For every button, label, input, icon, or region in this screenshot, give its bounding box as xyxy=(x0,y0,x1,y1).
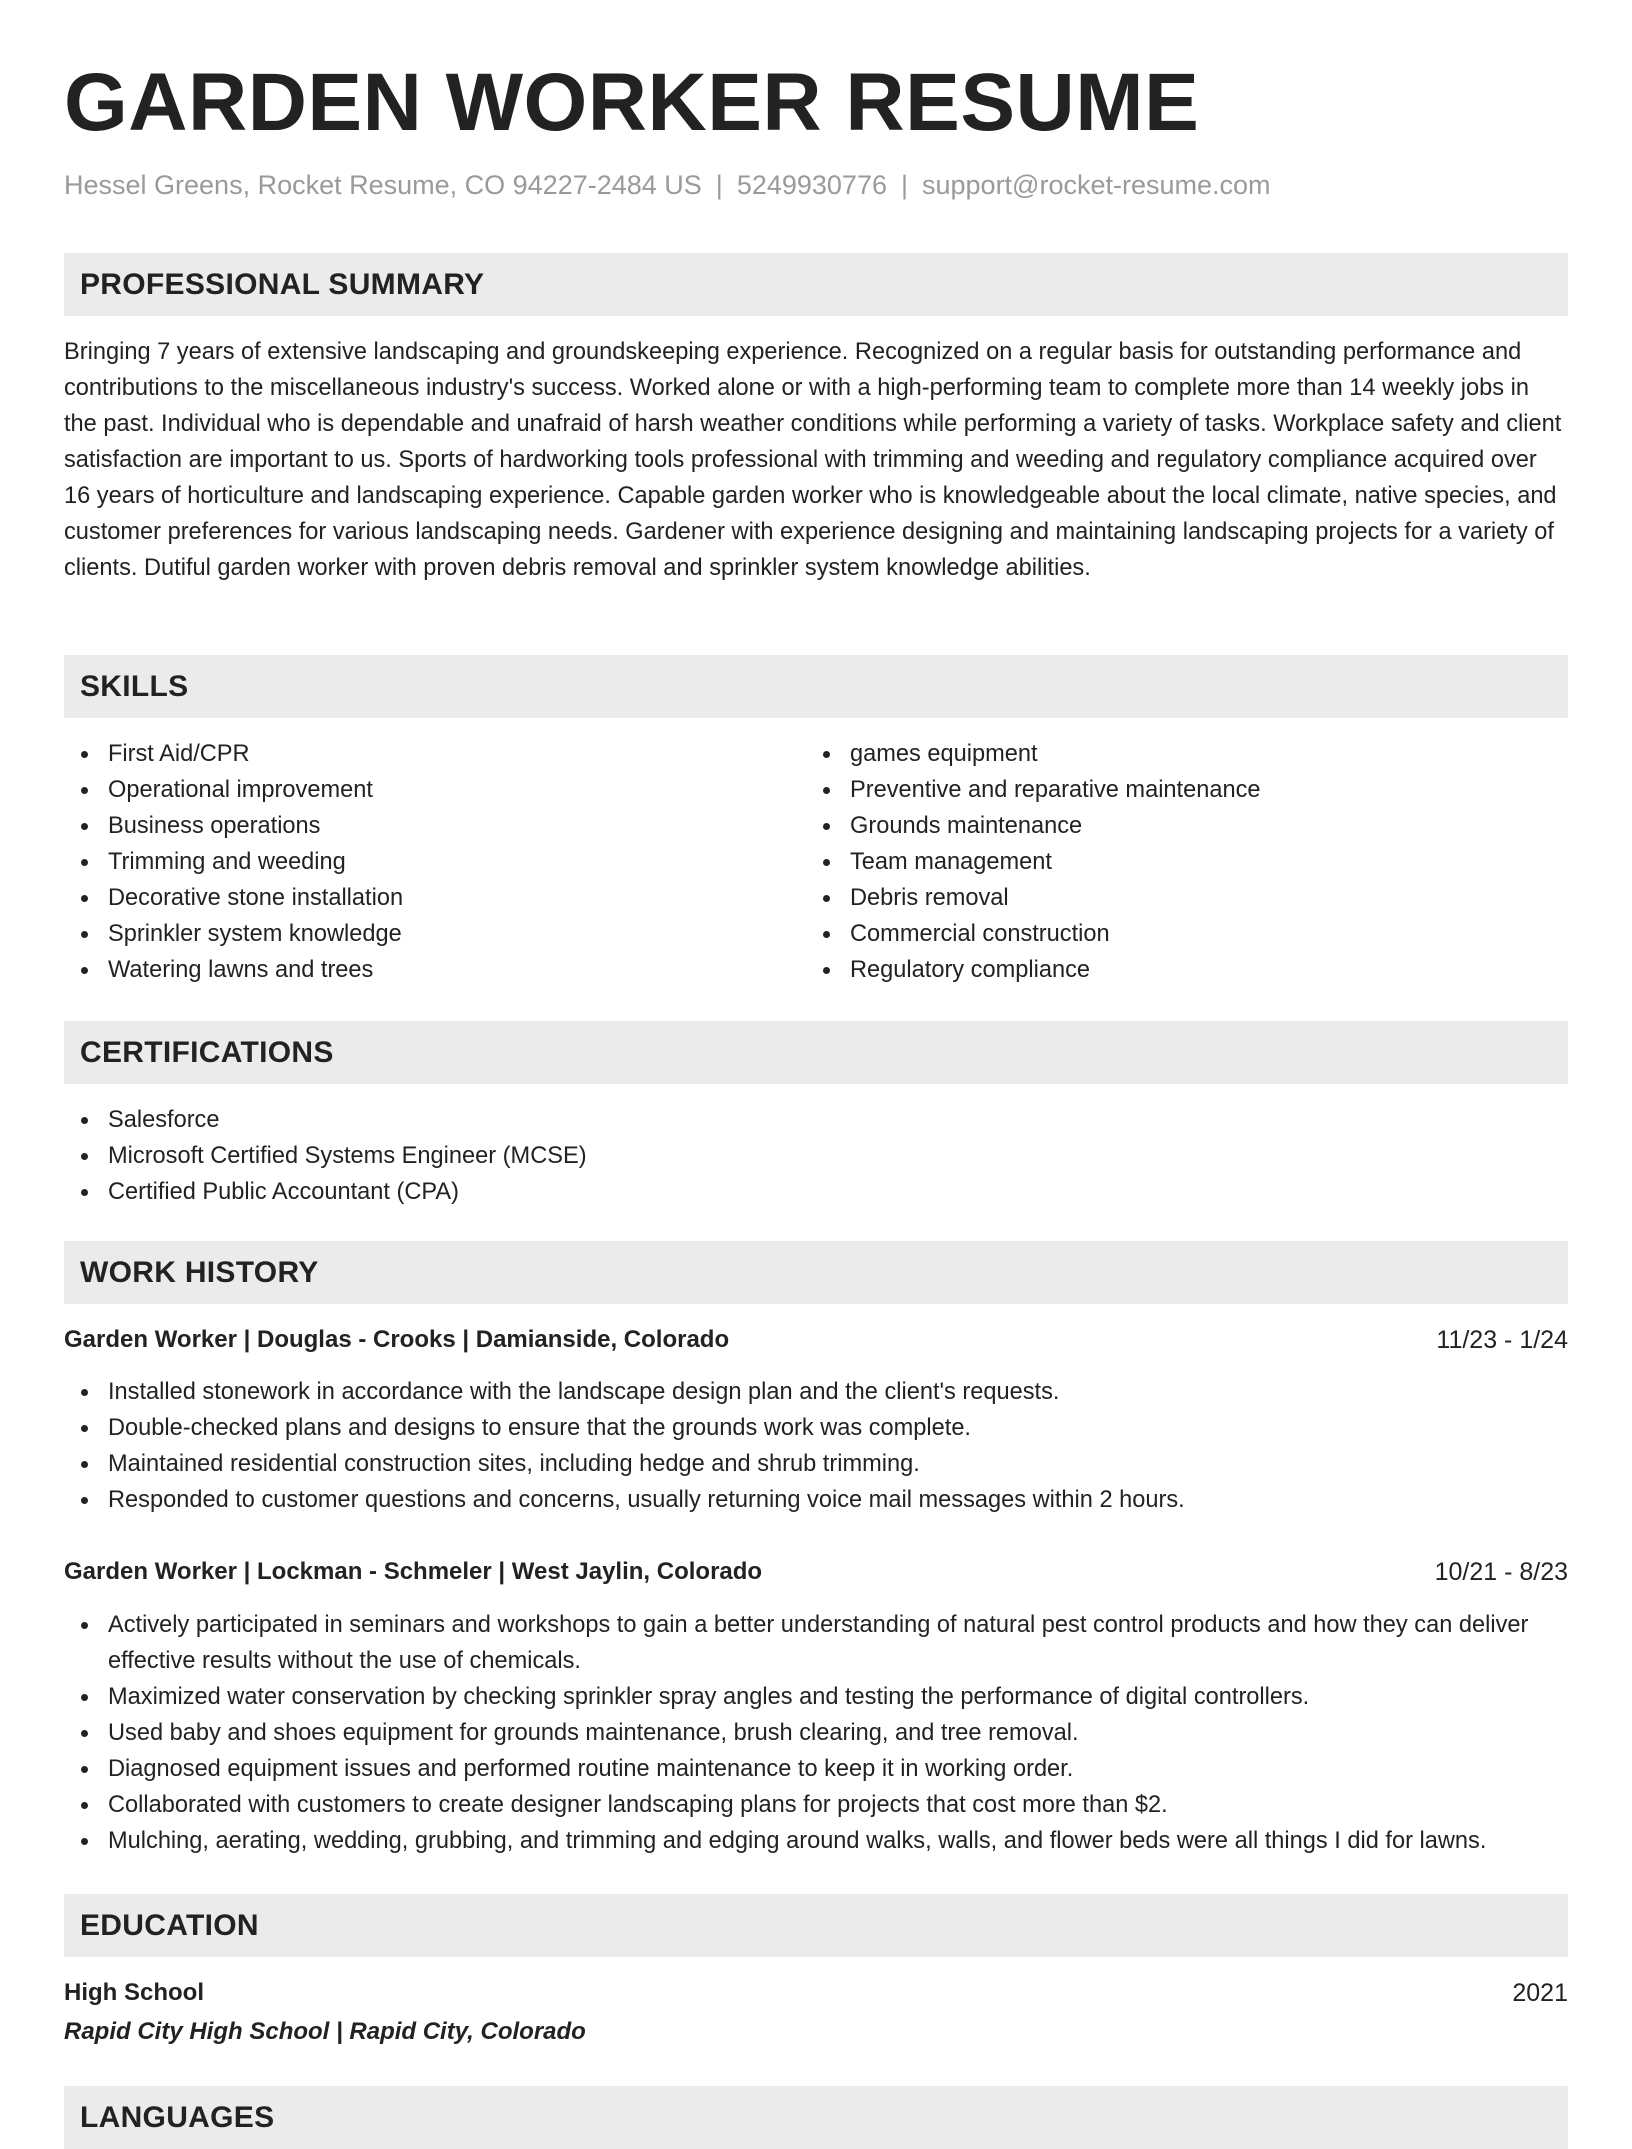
education-header xyxy=(64,1975,1568,2011)
section-heading-languages: LANGUAGES xyxy=(64,2086,1568,2149)
job-bullet: Responded to customer questions and concerns, usually returning voice mail messages within 2 hours. xyxy=(64,1482,1568,1518)
job-bullet: Double-checked plans and designs to ensure that the grounds work was complete. xyxy=(64,1410,1568,1446)
certification-item: Salesforce xyxy=(64,1102,1568,1138)
contact-separator: | xyxy=(715,170,723,200)
skills-list-left xyxy=(64,736,764,988)
job-bullet: Maintained residential construction sites, including hedge and shrub trimming. xyxy=(64,1446,1568,1482)
skill-item: Business operations xyxy=(64,808,764,844)
contact-separator: | xyxy=(900,170,908,200)
contact-phone: 5249930776 xyxy=(736,170,887,200)
summary-text: Bringing 7 years of extensive landscaping and groundskeeping experience. Recognized on a regular basis for outstanding performance and contributions to the miscellaneous industry's success. Worked alone or with a high-performing team to complete more than 14 weekly jobs in the past. Individual who is dependable and unafraid of harsh weather conditions while performing a variety of tasks. Workplace safety and client satisfaction are important to us. Sports of hardworking tools professional with trimming and weeding and regulatory compliance acquired over 16 years of horticulture and landscaping experience. Capable garden worker who is knowledgeable about the local climate, native species, and customer preferences for various landscaping needs. Gardener with experience designing and maintaining landscaping projects for a variety of clients. Dutiful garden worker with proven debris removal and sprinkler system knowledge abilities. xyxy=(64,339,1562,581)
job-dates: 10/21 - 8/23 xyxy=(1434,1558,1568,1586)
skill-item: Debris removal xyxy=(806,880,1506,916)
certification-item: Microsoft Certified Systems Engineer (MCSE) xyxy=(64,1138,1568,1174)
education-degree: High School xyxy=(64,1979,204,2006)
job-bullet: Collaborated with customers to create designer landscaping plans for projects that cost more than $2. xyxy=(64,1787,1568,1823)
skill-item: Watering lawns and trees xyxy=(64,952,764,988)
skill-item: games equipment xyxy=(806,736,1506,772)
job-title: Garden Worker | Douglas - Crooks | Damianside, Colorado xyxy=(64,1326,730,1353)
job-bullet: Diagnosed equipment issues and performed routine maintenance to keep it in working order. xyxy=(64,1751,1568,1787)
contact-address: Hessel Greens, Rocket Resume, CO 94227-2484 US xyxy=(64,170,702,200)
skill-item: Decorative stone installation xyxy=(64,880,764,916)
skill-item: Grounds maintenance xyxy=(806,808,1506,844)
job-title: Garden Worker | Lockman - Schmeler | West Jaylin, Colorado xyxy=(64,1558,763,1585)
job-dates: 11/23 - 1/24 xyxy=(1436,1326,1568,1354)
job-bullet: Mulching, aerating, wedding, grubbing, and trimming and edging around walks, walls, and flower beds were all things I did for lawns. xyxy=(64,1823,1568,1859)
certifications-list xyxy=(64,1102,1568,1210)
skill-item: Preventive and reparative maintenance xyxy=(806,772,1506,808)
job-header xyxy=(64,1554,1568,1590)
resume-title: GARDEN WORKER RESUME xyxy=(64,57,1200,148)
skill-item: Sprinkler system knowledge xyxy=(64,916,764,952)
skill-item: First Aid/CPR xyxy=(64,736,764,772)
section-heading-skills: SKILLS xyxy=(64,655,1568,718)
section-heading-work-history: WORK HISTORY xyxy=(64,1241,1568,1304)
job-bullets xyxy=(64,1607,1568,1859)
skill-item: Trimming and weeding xyxy=(64,844,764,880)
job-bullet: Installed stonework in accordance with the landscape design plan and the client's requests. xyxy=(64,1374,1568,1410)
job-header xyxy=(64,1322,1568,1358)
job-bullet: Used baby and shoes equipment for grounds maintenance, brush clearing, and tree removal. xyxy=(64,1715,1568,1751)
skill-item: Operational improvement xyxy=(64,772,764,808)
contact-line xyxy=(64,168,1271,202)
contact-email: support@rocket-resume.com xyxy=(922,170,1271,200)
education-school: Rapid City High School | Rapid City, Colorado xyxy=(64,2018,586,2045)
section-heading-education: EDUCATION xyxy=(64,1894,1568,1957)
job-bullets xyxy=(64,1374,1568,1518)
section-heading-summary: PROFESSIONAL SUMMARY xyxy=(64,253,1568,316)
skill-item: Regulatory compliance xyxy=(806,952,1506,988)
certification-item: Certified Public Accountant (CPA) xyxy=(64,1174,1568,1210)
education-year: 2021 xyxy=(1512,1979,1568,2007)
job-bullet: Maximized water conservation by checking sprinkler spray angles and testing the performance of digital controllers. xyxy=(64,1679,1568,1715)
skill-item: Commercial construction xyxy=(806,916,1506,952)
section-heading-certifications: CERTIFICATIONS xyxy=(64,1021,1568,1084)
job-bullet: Actively participated in seminars and workshops to gain a better understanding of natural pest control products and how they can deliver effective results without the use of chemicals. xyxy=(64,1607,1568,1679)
skill-item: Team management xyxy=(806,844,1506,880)
skills-list-right xyxy=(806,736,1506,988)
